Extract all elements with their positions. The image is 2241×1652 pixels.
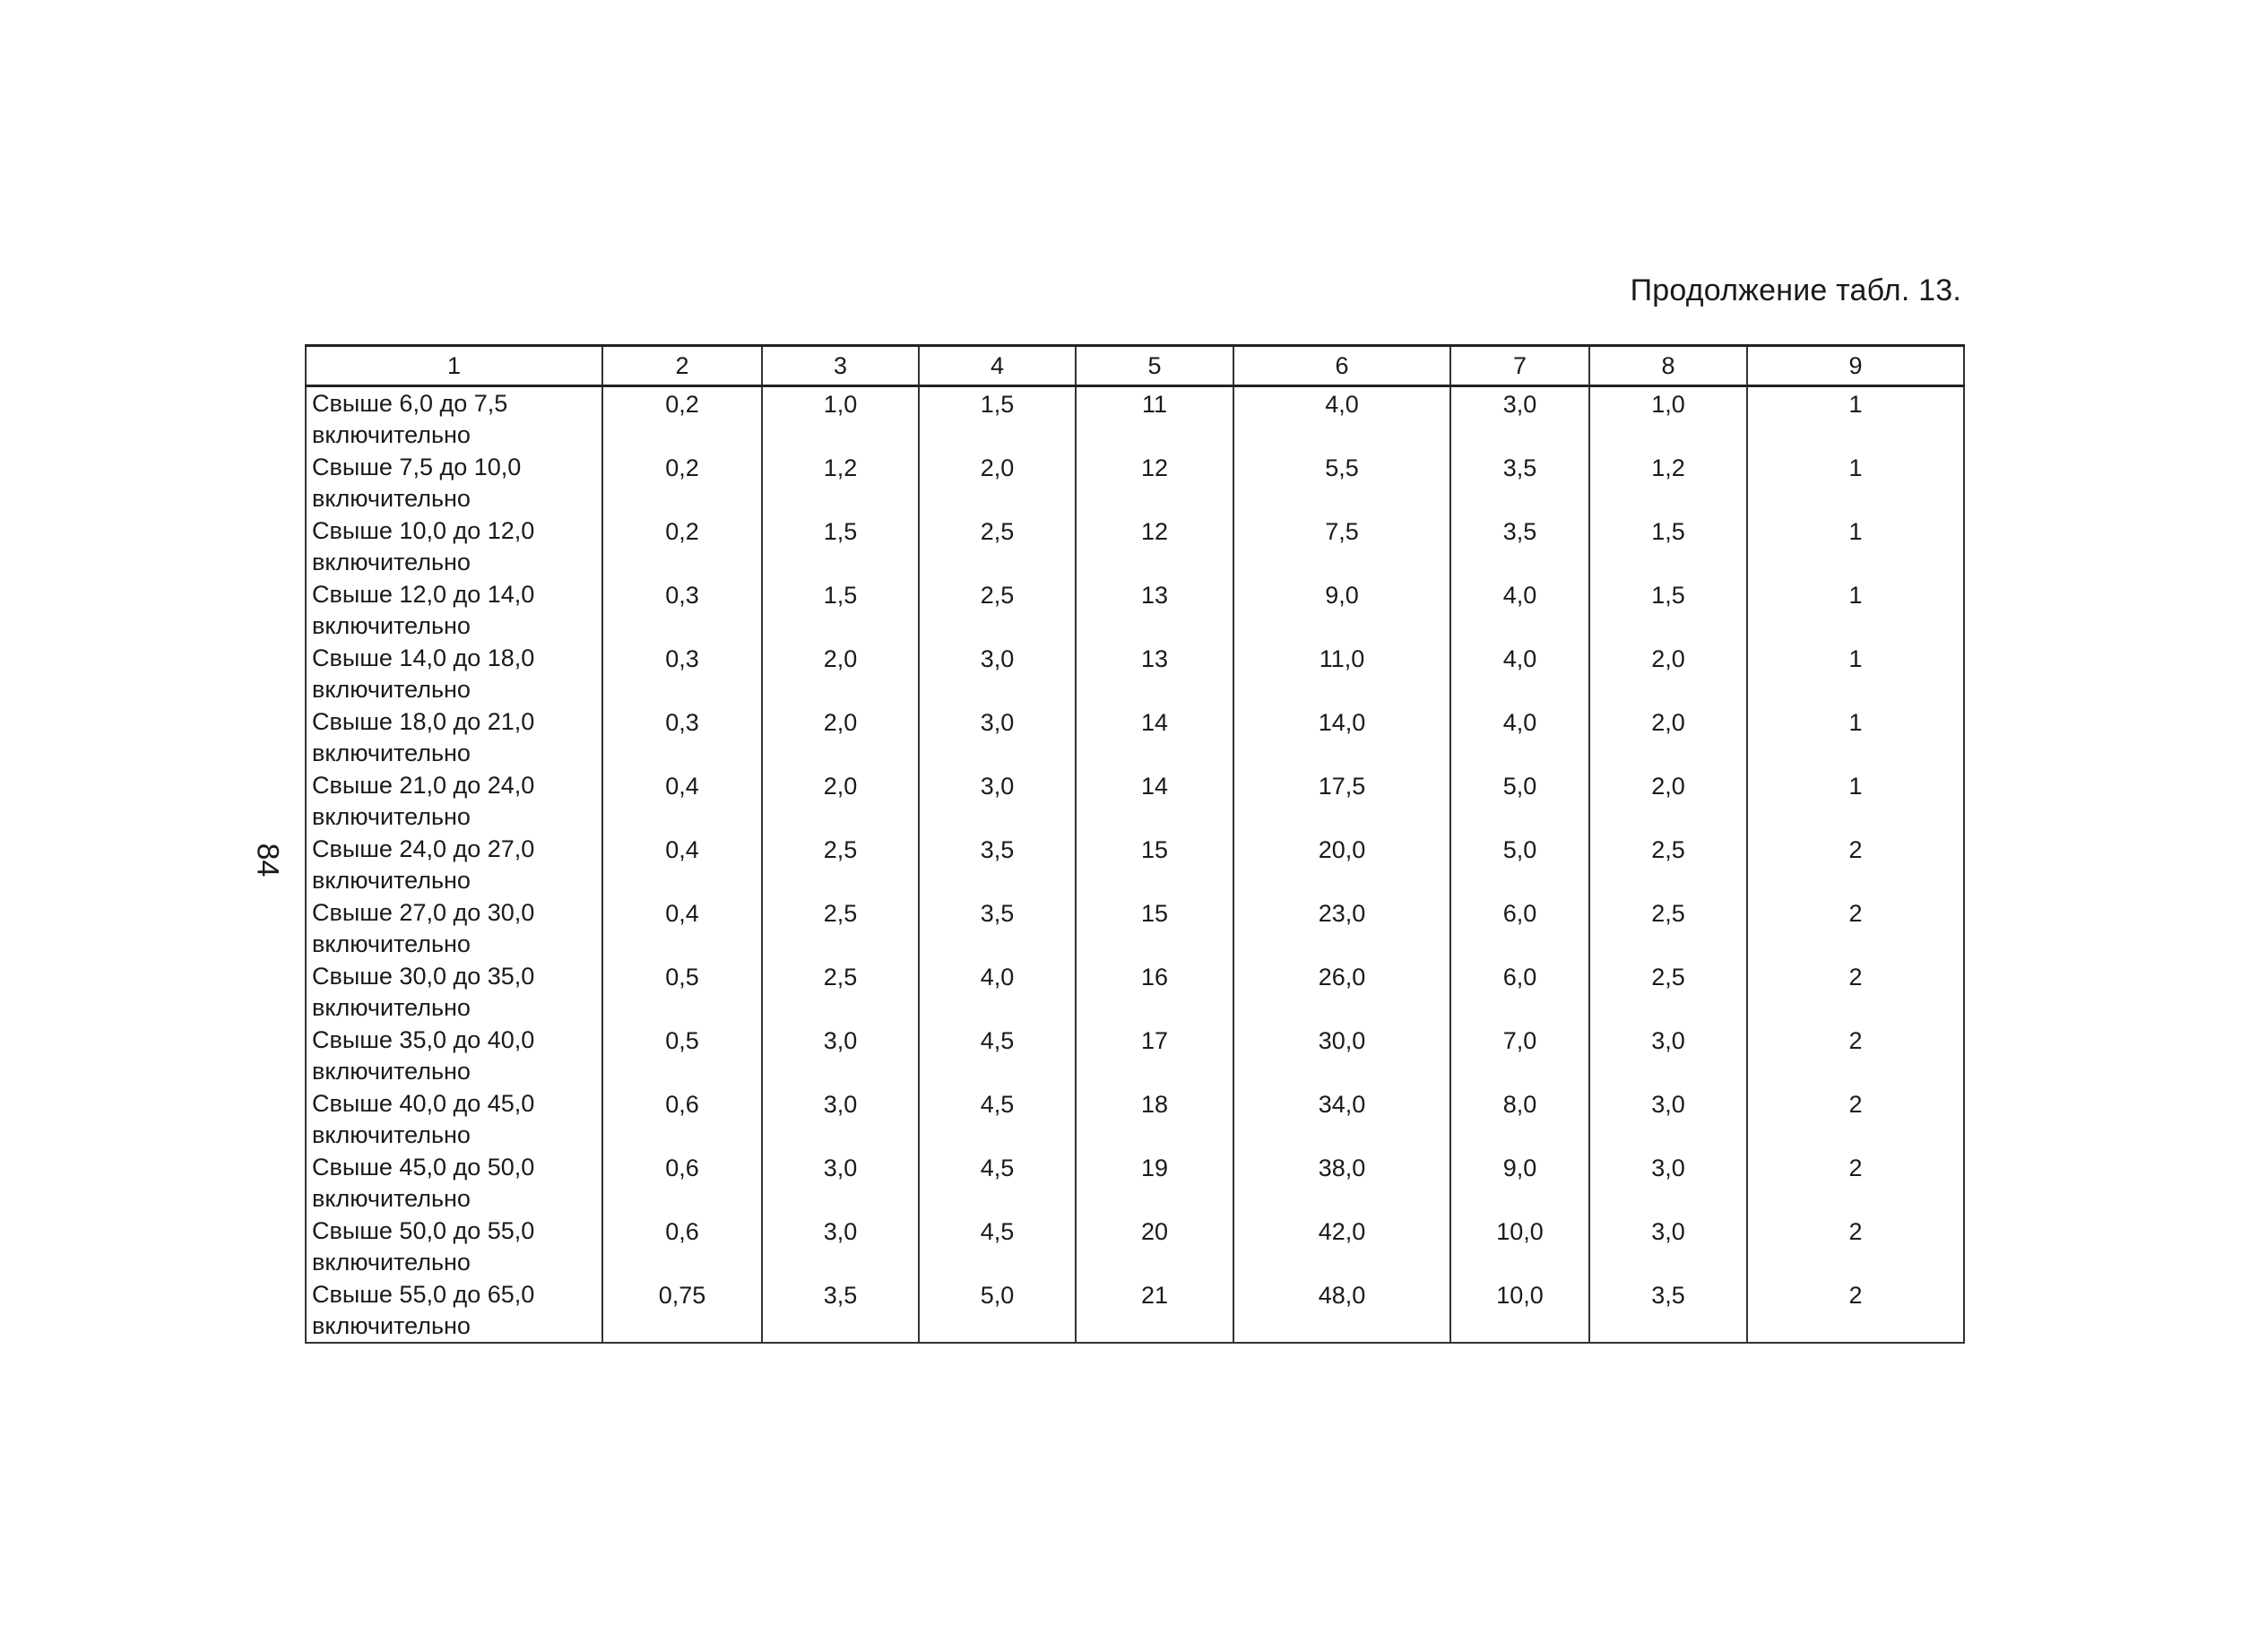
value-cell: 2,5 (919, 578, 1076, 642)
value-cell: 1 (1747, 642, 1964, 705)
range-cell (306, 1087, 602, 1151)
value-cell: 2,0 (919, 451, 1076, 515)
value-cell: 0,5 (602, 960, 762, 1024)
table-row (306, 515, 1964, 578)
range-label: Свыше 27,0 до 30,0 (312, 899, 535, 926)
value-cell: 2 (1747, 1024, 1964, 1087)
range-label: Свыше 6,0 до 7,5 (312, 390, 508, 417)
value-cell: 3,0 (1589, 1151, 1747, 1215)
value-cell: 2,5 (1589, 833, 1747, 896)
value-cell: 0,6 (602, 1215, 762, 1278)
value-cell: 1,5 (1589, 515, 1747, 578)
value-cell: 0,2 (602, 515, 762, 578)
value-cell: 5,0 (1450, 833, 1589, 896)
value-cell: 9,0 (1233, 578, 1450, 642)
value-cell: 17 (1076, 1024, 1233, 1087)
range-cell (306, 1215, 602, 1278)
data-table (305, 344, 1965, 1344)
range-label: Свыше 35,0 до 40,0 (312, 1026, 535, 1053)
value-cell: 1 (1747, 386, 1964, 452)
range-cell (306, 896, 602, 960)
range-cell (306, 960, 602, 1024)
value-cell: 3,5 (1450, 451, 1589, 515)
value-cell: 2,5 (762, 896, 919, 960)
value-cell: 2,0 (762, 642, 919, 705)
value-cell: 2,5 (919, 515, 1076, 578)
value-cell: 14 (1076, 769, 1233, 833)
value-cell: 0,6 (602, 1151, 762, 1215)
value-cell: 0,6 (602, 1087, 762, 1151)
range-qualifier: включительно (312, 1121, 471, 1148)
value-cell: 1 (1747, 578, 1964, 642)
value-cell: 14,0 (1233, 705, 1450, 769)
range-cell (306, 578, 602, 642)
table-row (306, 451, 1964, 515)
range-qualifier: включительно (312, 930, 471, 957)
table-row (306, 1278, 1964, 1343)
value-cell: 17,5 (1233, 769, 1450, 833)
value-cell: 5,5 (1233, 451, 1450, 515)
value-cell: 0,4 (602, 833, 762, 896)
range-cell (306, 705, 602, 769)
range-qualifier: включительно (312, 1185, 471, 1212)
value-cell: 13 (1076, 642, 1233, 705)
range-label: Свыше 50,0 до 55,0 (312, 1217, 535, 1244)
value-cell: 42,0 (1233, 1215, 1450, 1278)
value-cell: 1 (1747, 515, 1964, 578)
value-cell: 4,0 (1450, 642, 1589, 705)
value-cell: 7,0 (1450, 1024, 1589, 1087)
value-cell: 2 (1747, 1215, 1964, 1278)
range-qualifier: включительно (312, 421, 471, 448)
value-cell: 23,0 (1233, 896, 1450, 960)
value-cell: 7,5 (1233, 515, 1450, 578)
range-qualifier: включительно (312, 867, 471, 894)
value-cell: 0,2 (602, 386, 762, 452)
value-cell: 3,0 (1589, 1087, 1747, 1151)
value-cell: 18 (1076, 1087, 1233, 1151)
range-qualifier: включительно (312, 994, 471, 1021)
value-cell: 12 (1076, 515, 1233, 578)
value-cell: 10,0 (1450, 1278, 1589, 1343)
value-cell: 3,0 (1589, 1024, 1747, 1087)
page-number: 84 (250, 843, 285, 878)
value-cell: 3,0 (1589, 1215, 1747, 1278)
range-cell (306, 1151, 602, 1215)
range-qualifier: включительно (312, 676, 471, 703)
table-header-row (306, 346, 1964, 386)
column-header: 6 (1233, 346, 1450, 386)
table-row (306, 386, 1964, 452)
value-cell: 4,5 (919, 1151, 1076, 1215)
range-label: Свыше 30,0 до 35,0 (312, 963, 535, 990)
value-cell: 1,5 (1589, 578, 1747, 642)
table-row (306, 1024, 1964, 1087)
range-label: Свыше 45,0 до 50,0 (312, 1154, 535, 1181)
range-qualifier: включительно (312, 1312, 471, 1339)
value-cell: 11 (1076, 386, 1233, 452)
range-cell (306, 515, 602, 578)
value-cell: 2,0 (762, 769, 919, 833)
value-cell: 2,0 (1589, 642, 1747, 705)
value-cell: 3,5 (1450, 515, 1589, 578)
column-header: 2 (602, 346, 762, 386)
range-label: Свыше 14,0 до 18,0 (312, 644, 535, 671)
range-label: Свыше 12,0 до 14,0 (312, 581, 535, 608)
range-qualifier: включительно (312, 1249, 471, 1276)
table-row (306, 578, 1964, 642)
table-row (306, 1151, 1964, 1215)
value-cell: 6,0 (1450, 960, 1589, 1024)
value-cell: 1,0 (762, 386, 919, 452)
column-header: 3 (762, 346, 919, 386)
value-cell: 0,3 (602, 705, 762, 769)
value-cell: 15 (1076, 896, 1233, 960)
range-cell (306, 451, 602, 515)
range-cell (306, 1278, 602, 1343)
value-cell: 2,0 (762, 705, 919, 769)
value-cell: 34,0 (1233, 1087, 1450, 1151)
value-cell: 3,5 (762, 1278, 919, 1343)
column-header: 4 (919, 346, 1076, 386)
value-cell: 1,5 (762, 515, 919, 578)
range-label: Свыше 10,0 до 12,0 (312, 517, 535, 544)
value-cell: 3,0 (1450, 386, 1589, 452)
table-body (306, 386, 1964, 1344)
value-cell: 2 (1747, 1278, 1964, 1343)
value-cell: 3,5 (919, 896, 1076, 960)
table-row (306, 769, 1964, 833)
value-cell: 14 (1076, 705, 1233, 769)
value-cell: 1,0 (1589, 386, 1747, 452)
range-label: Свыше 24,0 до 27,0 (312, 835, 535, 862)
value-cell: 20 (1076, 1215, 1233, 1278)
value-cell: 3,5 (1589, 1278, 1747, 1343)
value-cell: 38,0 (1233, 1151, 1450, 1215)
value-cell: 1,2 (1589, 451, 1747, 515)
value-cell: 11,0 (1233, 642, 1450, 705)
range-label: Свыше 55,0 до 65,0 (312, 1281, 535, 1308)
value-cell: 4,5 (919, 1024, 1076, 1087)
value-cell: 2 (1747, 1087, 1964, 1151)
value-cell: 4,5 (919, 1087, 1076, 1151)
column-header: 9 (1747, 346, 1964, 386)
table-row (306, 1087, 1964, 1151)
column-header: 5 (1076, 346, 1233, 386)
value-cell: 4,0 (919, 960, 1076, 1024)
value-cell: 16 (1076, 960, 1233, 1024)
value-cell: 2,5 (762, 960, 919, 1024)
value-cell: 13 (1076, 578, 1233, 642)
value-cell: 3,0 (762, 1215, 919, 1278)
value-cell: 2 (1747, 896, 1964, 960)
value-cell: 20,0 (1233, 833, 1450, 896)
range-qualifier: включительно (312, 803, 471, 830)
value-cell: 1,5 (762, 578, 919, 642)
value-cell: 1,5 (919, 386, 1076, 452)
range-qualifier: включительно (312, 549, 471, 575)
range-qualifier: включительно (312, 612, 471, 639)
value-cell: 8,0 (1450, 1087, 1589, 1151)
range-cell (306, 642, 602, 705)
range-cell (306, 386, 602, 452)
range-qualifier: включительно (312, 1058, 471, 1085)
value-cell: 3,0 (762, 1087, 919, 1151)
range-qualifier: включительно (312, 740, 471, 766)
value-cell: 3,0 (919, 705, 1076, 769)
value-cell: 2,5 (1589, 896, 1747, 960)
column-header: 7 (1450, 346, 1589, 386)
value-cell: 3,0 (919, 769, 1076, 833)
value-cell: 26,0 (1233, 960, 1450, 1024)
table-row (306, 833, 1964, 896)
value-cell: 0,3 (602, 642, 762, 705)
value-cell: 1,2 (762, 451, 919, 515)
value-cell: 9,0 (1450, 1151, 1589, 1215)
range-cell (306, 769, 602, 833)
value-cell: 1 (1747, 451, 1964, 515)
value-cell: 1 (1747, 769, 1964, 833)
range-cell (306, 1024, 602, 1087)
value-cell: 0,3 (602, 578, 762, 642)
value-cell: 6,0 (1450, 896, 1589, 960)
value-cell: 4,0 (1450, 578, 1589, 642)
value-cell: 4,5 (919, 1215, 1076, 1278)
value-cell: 12 (1076, 451, 1233, 515)
value-cell: 48,0 (1233, 1278, 1450, 1343)
table-caption: Продолжение табл. 13. (1630, 273, 1961, 307)
range-label: Свыше 18,0 до 21,0 (312, 708, 535, 735)
value-cell: 5,0 (1450, 769, 1589, 833)
range-label: Свыше 21,0 до 24,0 (312, 772, 535, 799)
value-cell: 30,0 (1233, 1024, 1450, 1087)
table-row (306, 896, 1964, 960)
range-cell (306, 833, 602, 896)
value-cell: 3,0 (762, 1024, 919, 1087)
value-cell: 4,0 (1450, 705, 1589, 769)
value-cell: 4,0 (1233, 386, 1450, 452)
value-cell: 5,0 (919, 1278, 1076, 1343)
range-qualifier: включительно (312, 485, 471, 512)
table-row (306, 960, 1964, 1024)
table-row (306, 642, 1964, 705)
range-label: Свыше 7,5 до 10,0 (312, 454, 522, 480)
value-cell: 2,5 (762, 833, 919, 896)
value-cell: 0,5 (602, 1024, 762, 1087)
value-cell: 3,5 (919, 833, 1076, 896)
value-cell: 2 (1747, 1151, 1964, 1215)
value-cell: 2,0 (1589, 769, 1747, 833)
value-cell: 2,0 (1589, 705, 1747, 769)
value-cell: 0,75 (602, 1278, 762, 1343)
column-header: 8 (1589, 346, 1747, 386)
value-cell: 10,0 (1450, 1215, 1589, 1278)
value-cell: 0,4 (602, 896, 762, 960)
value-cell: 15 (1076, 833, 1233, 896)
value-cell: 0,4 (602, 769, 762, 833)
value-cell: 1 (1747, 705, 1964, 769)
value-cell: 21 (1076, 1278, 1233, 1343)
value-cell: 2 (1747, 960, 1964, 1024)
value-cell: 3,0 (762, 1151, 919, 1215)
value-cell: 2 (1747, 833, 1964, 896)
value-cell: 2,5 (1589, 960, 1747, 1024)
value-cell: 3,0 (919, 642, 1076, 705)
range-label: Свыше 40,0 до 45,0 (312, 1090, 535, 1117)
value-cell: 19 (1076, 1151, 1233, 1215)
column-header: 1 (306, 346, 602, 386)
value-cell: 0,2 (602, 451, 762, 515)
table-row (306, 705, 1964, 769)
table-row (306, 1215, 1964, 1278)
